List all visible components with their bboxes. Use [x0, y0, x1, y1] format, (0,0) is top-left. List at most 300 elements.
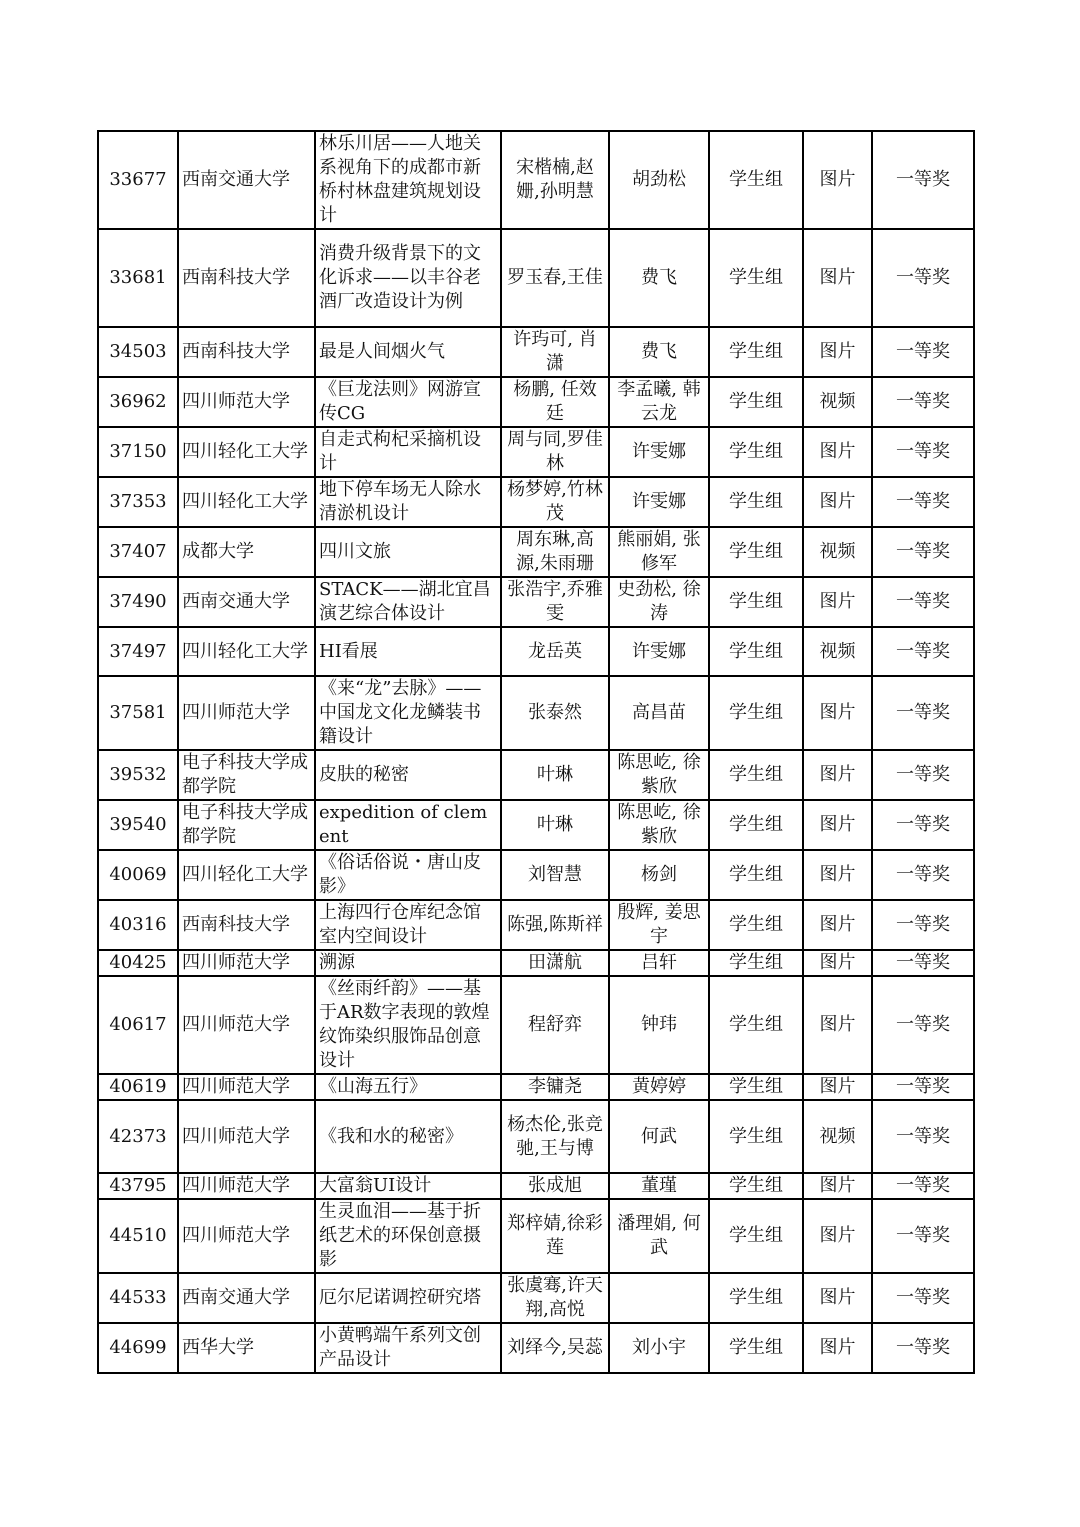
work-type-cell: [803, 477, 872, 527]
school-cell: [178, 800, 315, 850]
advisor-text: 高昌苗: [632, 702, 686, 723]
award-cell: [872, 627, 974, 676]
work-type-text: 视频: [819, 391, 856, 412]
group-text: 学生组: [729, 1076, 783, 1097]
authors-cell: [501, 1074, 609, 1100]
award-text: 一等奖: [896, 1287, 950, 1308]
advisor-text: 董瑾: [641, 1175, 677, 1196]
work-title-cell: [315, 1074, 501, 1100]
work-title-text: 地下停车场无人除水清淤机设计: [319, 479, 481, 524]
work-title-cell: [315, 577, 501, 627]
work-title-cell: [315, 850, 501, 900]
group-text: 学生组: [729, 764, 783, 785]
school-text: 西南科技大学: [182, 267, 290, 288]
authors-text: 叶琳: [537, 764, 573, 785]
group-text: 学生组: [729, 1014, 783, 1035]
entry-id-text: 33677: [109, 169, 167, 190]
entry-id-cell: [98, 1173, 178, 1199]
group-cell: [709, 1273, 803, 1323]
table-row: [98, 1323, 974, 1373]
table-row: [98, 131, 974, 229]
authors-text: 李镛尧: [528, 1076, 582, 1097]
entry-id-cell: [98, 800, 178, 850]
work-type-text: 图片: [819, 952, 856, 973]
school-text: 成都大学: [182, 541, 254, 562]
work-title-text: 《巨龙法则》网游宣传CG: [319, 379, 481, 424]
work-type-cell: [803, 229, 872, 327]
award-text: 一等奖: [896, 640, 950, 662]
group-cell: [709, 800, 803, 850]
advisor-text: 杨剑: [641, 864, 677, 885]
work-title-text: 四川文旅: [319, 541, 391, 562]
advisor-cell: [609, 676, 709, 750]
work-type-text: 图片: [819, 169, 856, 190]
school-text: 四川轻化工大学: [182, 441, 308, 462]
work-type-text: 图片: [819, 1287, 856, 1308]
award-text: 一等奖: [896, 491, 950, 512]
entry-id-cell: [98, 1074, 178, 1100]
work-type-cell: [803, 800, 872, 850]
advisor-cell: [609, 527, 709, 577]
work-type-text: 图片: [819, 1225, 856, 1246]
advisor-text: 费飞: [641, 341, 677, 362]
award-text: 一等奖: [896, 169, 950, 190]
entry-id-text: 37581: [109, 702, 167, 723]
entry-id-text: 37497: [109, 640, 167, 662]
authors-text: 刘绎今,吴蕊: [507, 1337, 603, 1358]
entry-id-text: 40425: [109, 952, 167, 973]
work-type-text: 图片: [819, 1014, 856, 1035]
entry-id-cell: [98, 950, 178, 976]
group-text: 学生组: [729, 952, 783, 973]
award-cell: [872, 1074, 974, 1100]
group-cell: [709, 1074, 803, 1100]
work-type-cell: [803, 577, 872, 627]
school-cell: [178, 1100, 315, 1173]
work-type-cell: [803, 131, 872, 229]
school-cell: [178, 229, 315, 327]
advisor-cell: [609, 327, 709, 377]
award-cell: [872, 1173, 974, 1199]
table-row: [98, 750, 974, 800]
entry-id-cell: [98, 976, 178, 1074]
authors-text: 周东琳,高源,朱雨珊: [516, 529, 594, 574]
school-text: 电子科技大学成都学院: [182, 802, 308, 847]
award-cell: [872, 229, 974, 327]
school-cell: [178, 527, 315, 577]
advisor-text: 许雯娜: [632, 640, 686, 662]
advisor-text: 史劲松, 徐涛: [617, 579, 701, 624]
work-type-text: 图片: [819, 441, 856, 462]
work-type-text: 图片: [819, 267, 856, 288]
work-title-cell: [315, 976, 501, 1074]
entry-id-cell: [98, 1323, 178, 1373]
authors-cell: [501, 377, 609, 427]
advisor-text: 许雯娜: [632, 441, 686, 462]
work-title-cell: [315, 627, 501, 676]
group-text: 学生组: [729, 169, 783, 190]
advisor-cell: [609, 131, 709, 229]
award-cell: [872, 1199, 974, 1273]
work-title-text: HI看展: [319, 640, 378, 662]
advisor-text: 何武: [641, 1125, 677, 1147]
award-text: 一等奖: [896, 914, 950, 935]
work-title-text: 《来“龙”去脉》—— 中国龙文化龙鳞装书籍设计: [319, 678, 482, 747]
award-cell: [872, 1273, 974, 1323]
advisor-text: 吕轩: [641, 952, 677, 973]
award-text: 一等奖: [896, 341, 950, 362]
group-text: 学生组: [729, 1225, 783, 1246]
award-cell: [872, 327, 974, 377]
authors-cell: [501, 1273, 609, 1323]
award-text: 一等奖: [896, 1225, 950, 1246]
table-row: [98, 1199, 974, 1273]
work-type-text: 图片: [819, 341, 856, 362]
school-text: 四川师范大学: [182, 1076, 290, 1097]
group-text: 学生组: [729, 1287, 783, 1308]
work-type-text: 图片: [819, 1175, 856, 1196]
authors-cell: [501, 477, 609, 527]
school-cell: [178, 131, 315, 229]
award-cell: [872, 1323, 974, 1373]
entry-id-text: 40617: [109, 1014, 167, 1035]
table-row: [98, 327, 974, 377]
award-winners-table: [97, 130, 975, 1374]
entry-id-text: 37150: [109, 441, 167, 462]
entry-id-cell: [98, 377, 178, 427]
work-title-cell: [315, 229, 501, 327]
work-type-cell: [803, 1323, 872, 1373]
award-text: 一等奖: [896, 1337, 950, 1358]
group-text: 学生组: [729, 864, 783, 885]
entry-id-text: 44510: [109, 1225, 167, 1246]
school-text: 四川师范大学: [182, 1225, 290, 1246]
work-title-text: 自走式枸杞采摘机设计: [319, 429, 481, 474]
work-title-cell: [315, 527, 501, 577]
school-cell: [178, 1199, 315, 1273]
work-title-text: 厄尔尼诺调控研究塔: [319, 1287, 481, 1308]
group-cell: [709, 1199, 803, 1273]
work-type-cell: [803, 950, 872, 976]
entry-id-text: 37490: [109, 591, 167, 612]
advisor-text: 陈思屹, 徐紫欣: [617, 802, 701, 847]
award-text: 一等奖: [896, 814, 950, 835]
advisor-text: 刘小宇: [632, 1337, 686, 1358]
authors-cell: [501, 1173, 609, 1199]
work-type-text: 图片: [819, 764, 856, 785]
group-text: 学生组: [729, 591, 783, 612]
school-cell: [178, 477, 315, 527]
advisor-text: 许雯娜: [632, 491, 686, 512]
work-title-cell: [315, 1199, 501, 1273]
authors-cell: [501, 1199, 609, 1273]
advisor-cell: [609, 229, 709, 327]
advisor-cell: [609, 377, 709, 427]
advisor-text: 陈思屹, 徐紫欣: [617, 752, 701, 797]
work-title-cell: [315, 377, 501, 427]
award-text: 一等奖: [896, 1125, 950, 1147]
award-text: 一等奖: [896, 441, 950, 462]
work-title-cell: [315, 1173, 501, 1199]
group-text: 学生组: [729, 1337, 783, 1358]
authors-text: 田潇航: [528, 952, 582, 973]
group-cell: [709, 1100, 803, 1173]
award-cell: [872, 377, 974, 427]
advisor-text: 潘理娟, 何武: [617, 1213, 701, 1258]
school-cell: [178, 900, 315, 950]
school-text: 电子科技大学成都学院: [182, 752, 308, 797]
work-type-text: 图片: [819, 864, 856, 885]
work-title-cell: [315, 900, 501, 950]
entry-id-cell: [98, 1100, 178, 1173]
group-cell: [709, 477, 803, 527]
work-title-cell: [315, 1273, 501, 1323]
group-cell: [709, 577, 803, 627]
table-row: [98, 229, 974, 327]
group-cell: [709, 527, 803, 577]
school-cell: [178, 427, 315, 477]
award-cell: [872, 427, 974, 477]
award-text: 一等奖: [896, 591, 950, 612]
school-cell: [178, 1173, 315, 1199]
work-title-text: 《山海五行》: [319, 1076, 427, 1097]
award-text: 一等奖: [896, 864, 950, 885]
group-text: 学生组: [729, 391, 783, 412]
work-title-text: 大富翁UI设计: [319, 1175, 432, 1196]
work-type-text: 图片: [819, 814, 856, 835]
work-type-cell: [803, 377, 872, 427]
group-cell: [709, 850, 803, 900]
advisor-cell: [609, 627, 709, 676]
authors-text: 罗玉春,王佳: [507, 267, 603, 288]
award-cell: [872, 131, 974, 229]
work-type-text: 图片: [819, 491, 856, 512]
group-text: 学生组: [729, 1175, 783, 1196]
authors-text: 张成旭: [528, 1175, 582, 1196]
authors-cell: [501, 750, 609, 800]
group-cell: [709, 1323, 803, 1373]
table-row: [98, 477, 974, 527]
entry-id-cell: [98, 900, 178, 950]
award-text: 一等奖: [896, 391, 950, 412]
award-cell: [872, 1100, 974, 1173]
work-title-cell: [315, 800, 501, 850]
award-cell: [872, 850, 974, 900]
school-cell: [178, 976, 315, 1074]
work-type-cell: [803, 750, 872, 800]
group-cell: [709, 377, 803, 427]
entry-id-cell: [98, 477, 178, 527]
entry-id-cell: [98, 527, 178, 577]
authors-text: 许玙可, 肖潇: [513, 329, 597, 374]
authors-cell: [501, 627, 609, 676]
work-title-cell: [315, 676, 501, 750]
entry-id-cell: [98, 131, 178, 229]
entry-id-text: 43795: [109, 1175, 167, 1196]
group-cell: [709, 976, 803, 1074]
table-row: [98, 1074, 974, 1100]
authors-text: 陈强,陈斯祥: [507, 914, 603, 935]
entry-id-cell: [98, 327, 178, 377]
entry-id-cell: [98, 627, 178, 676]
group-text: 学生组: [729, 541, 783, 562]
authors-text: 周与同,罗佳林: [507, 429, 603, 474]
advisor-cell: [609, 950, 709, 976]
group-cell: [709, 427, 803, 477]
work-type-text: 图片: [819, 702, 856, 723]
work-title-text: 生灵血泪——基于折纸艺术的环保创意摄影: [319, 1201, 481, 1270]
advisor-cell: [609, 427, 709, 477]
work-title-cell: [315, 950, 501, 976]
advisor-cell: [609, 1074, 709, 1100]
school-text: 西南科技大学: [182, 341, 290, 362]
authors-cell: [501, 900, 609, 950]
authors-text: 郑梓婧,徐彩莲: [507, 1213, 603, 1258]
work-title-text: 小黄鸭端午系列文创产品设计: [319, 1325, 481, 1370]
work-type-cell: [803, 850, 872, 900]
work-title-cell: [315, 1323, 501, 1373]
work-type-cell: [803, 900, 872, 950]
advisor-text: 李孟曦, 韩云龙: [617, 379, 701, 424]
award-text: 一等奖: [896, 541, 950, 562]
school-text: 四川师范大学: [182, 702, 290, 723]
advisor-cell: [609, 477, 709, 527]
school-cell: [178, 577, 315, 627]
entry-id-cell: [98, 229, 178, 327]
table-row: [98, 377, 974, 427]
award-cell: [872, 900, 974, 950]
table-body: [98, 131, 974, 1373]
advisor-cell: [609, 850, 709, 900]
authors-cell: [501, 950, 609, 976]
award-text: 一等奖: [896, 1175, 950, 1196]
work-title-cell: [315, 327, 501, 377]
school-text: 四川轻化工大学: [182, 640, 308, 662]
advisor-text: 胡劲松: [632, 169, 686, 190]
work-type-cell: [803, 676, 872, 750]
table-row: [98, 427, 974, 477]
school-cell: [178, 1323, 315, 1373]
group-text: 学生组: [729, 267, 783, 288]
school-text: 四川师范大学: [182, 391, 290, 412]
entry-id-text: 44533: [109, 1287, 167, 1308]
school-text: 四川师范大学: [182, 1175, 290, 1196]
school-cell: [178, 676, 315, 750]
entry-id-cell: [98, 1273, 178, 1323]
award-cell: [872, 750, 974, 800]
authors-cell: [501, 327, 609, 377]
table-row: [98, 527, 974, 577]
authors-text: 杨杰伦,张竞驰,王与博: [507, 1113, 603, 1159]
entry-id-text: 33681: [109, 267, 167, 288]
work-type-text: 视频: [819, 640, 856, 662]
authors-text: 杨鹏, 任效廷: [513, 379, 597, 424]
authors-text: 叶琳: [537, 814, 573, 835]
authors-cell: [501, 1323, 609, 1373]
award-cell: [872, 477, 974, 527]
school-text: 四川师范大学: [182, 952, 290, 973]
school-text: 西南交通大学: [182, 591, 290, 612]
work-type-text: 图片: [819, 591, 856, 612]
authors-text: 杨梦婷,竹林茂: [507, 479, 603, 524]
work-type-cell: [803, 1074, 872, 1100]
work-type-cell: [803, 976, 872, 1074]
group-cell: [709, 1173, 803, 1199]
authors-text: 龙岳英: [528, 640, 582, 662]
award-text: 一等奖: [896, 267, 950, 288]
table-row: [98, 900, 974, 950]
entry-id-cell: [98, 750, 178, 800]
table-row: [98, 627, 974, 676]
work-type-cell: [803, 427, 872, 477]
table-row: [98, 950, 974, 976]
group-text: 学生组: [729, 491, 783, 512]
school-text: 四川师范大学: [182, 1125, 290, 1147]
advisor-cell: [609, 1323, 709, 1373]
advisor-cell: [609, 1100, 709, 1173]
work-title-cell: [315, 477, 501, 527]
award-text: 一等奖: [896, 702, 950, 723]
work-title-text: expedition of clement: [319, 802, 488, 847]
group-cell: [709, 627, 803, 676]
authors-cell: [501, 577, 609, 627]
table-row: [98, 976, 974, 1074]
school-cell: [178, 1074, 315, 1100]
entry-id-text: 37353: [109, 491, 167, 512]
entry-id-text: 39532: [109, 764, 167, 785]
work-title-cell: [315, 1100, 501, 1173]
work-title-text: 《丝雨纤韵》——基于AR数字表现的敦煌纹饰染织服饰品创意设计: [319, 978, 490, 1071]
entry-id-text: 40069: [109, 864, 167, 885]
school-cell: [178, 950, 315, 976]
group-text: 学生组: [729, 1125, 783, 1147]
work-type-text: 图片: [819, 1337, 856, 1358]
advisor-text: 费飞: [641, 267, 677, 288]
work-type-cell: [803, 527, 872, 577]
school-cell: [178, 327, 315, 377]
work-title-text: 消费升级背景下的文化诉求——以丰谷老酒厂改造设计为例: [319, 243, 481, 312]
entry-id-text: 44699: [109, 1337, 167, 1358]
authors-text: 宋楷楠,赵姗,孙明慧: [516, 157, 594, 202]
advisor-cell: [609, 1199, 709, 1273]
entry-id-cell: [98, 1199, 178, 1273]
award-text: 一等奖: [896, 952, 950, 973]
school-text: 西南交通大学: [182, 1287, 290, 1308]
entry-id-cell: [98, 577, 178, 627]
group-text: 学生组: [729, 341, 783, 362]
group-cell: [709, 131, 803, 229]
advisor-cell: [609, 750, 709, 800]
authors-cell: [501, 1100, 609, 1173]
authors-text: 张虞骞,许天翔,高悦: [507, 1275, 603, 1320]
award-cell: [872, 577, 974, 627]
work-title-cell: [315, 750, 501, 800]
advisor-cell: [609, 1273, 709, 1323]
work-type-text: 图片: [819, 1076, 856, 1097]
work-title-text: STACK——湖北宜昌演艺综合体设计: [319, 579, 491, 624]
table-row: [98, 577, 974, 627]
entry-id-text: 40619: [109, 1076, 167, 1097]
advisor-cell: [609, 800, 709, 850]
school-text: 四川轻化工大学: [182, 491, 308, 512]
work-type-cell: [803, 327, 872, 377]
school-cell: [178, 1273, 315, 1323]
work-type-cell: [803, 627, 872, 676]
award-cell: [872, 976, 974, 1074]
work-title-text: 《俗话俗说・唐山皮影》: [319, 852, 481, 897]
school-cell: [178, 377, 315, 427]
table-row: [98, 1273, 974, 1323]
